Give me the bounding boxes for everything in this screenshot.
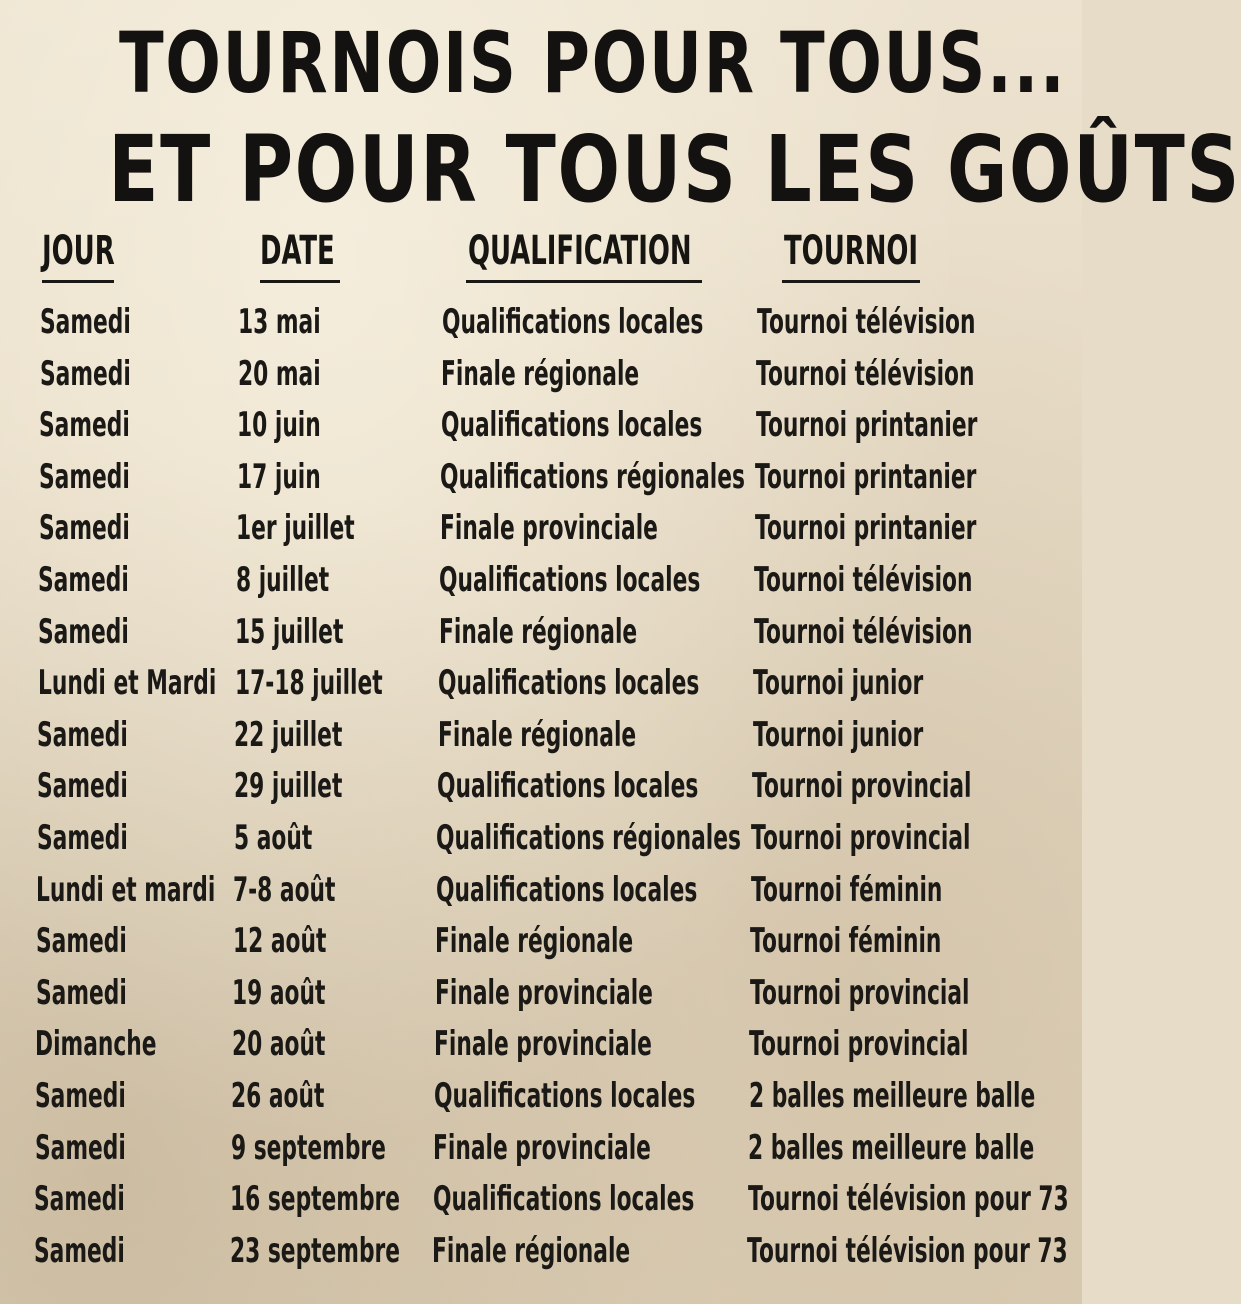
cell-date: 26 août [231, 1076, 325, 1116]
cell-tournoi: Tournoi provincial [749, 972, 970, 1013]
cell-jour: Samedi [40, 302, 131, 342]
cell-tournoi: Tournoi télévision [756, 353, 975, 394]
table-row [0, 502, 1082, 554]
table-row [0, 864, 1082, 916]
cell-tournoi: Tournoi junior [752, 714, 923, 755]
cell-tournoi: Tournoi printanier [754, 508, 977, 549]
table-row [0, 606, 1082, 658]
cell-qualification: Finale régionale [438, 611, 637, 652]
cell-qualification: Qualifications locales [432, 1179, 694, 1220]
cell-jour: Samedi [39, 405, 131, 446]
cell-tournoi: Tournoi printanier [755, 456, 977, 497]
cell-qualification: Finale régionale [435, 921, 634, 962]
cell-date: 12 août [232, 921, 327, 962]
cell-tournoi: Tournoi provincial [752, 766, 972, 807]
column-header-jour: JOUR [42, 228, 115, 274]
cell-tournoi: Tournoi télévision pour 73 [747, 1230, 1068, 1271]
cell-date: 17 juin [236, 456, 321, 497]
cell-jour: Samedi [34, 1179, 126, 1220]
cell-qualification: Finale provinciale [433, 1127, 652, 1168]
table-row [0, 967, 1082, 1019]
column-header-qualification-underline [466, 280, 702, 283]
table-row [0, 709, 1082, 761]
cell-tournoi: Tournoi provincial [751, 818, 971, 858]
cell-tournoi: Tournoi télévision [757, 302, 976, 342]
table-row [0, 1225, 1082, 1277]
cell-qualification: Finale provinciale [434, 972, 653, 1013]
cell-jour: Lundi et Mardi [37, 663, 216, 704]
cell-date: 8 juillet [235, 560, 330, 600]
table-row [0, 554, 1082, 606]
cell-jour: Samedi [34, 1127, 126, 1168]
cell-qualification: Qualifications locales [438, 663, 700, 704]
cell-date: 15 juillet [235, 611, 344, 652]
column-header-tournoi: TOURNOI [784, 228, 919, 274]
cell-jour: Samedi [38, 508, 130, 549]
cell-qualification: Finale régionale [441, 353, 640, 394]
cell-tournoi: Tournoi junior [753, 663, 924, 704]
cell-tournoi: Tournoi printanier [755, 405, 978, 446]
cell-qualification: Qualifications régionales [436, 818, 742, 858]
cell-qualification: Finale régionale [437, 714, 636, 755]
cell-tournoi: 2 balles meilleure balle [748, 1127, 1035, 1168]
table-row [0, 915, 1082, 967]
cell-qualification: Qualifications locales [440, 405, 703, 446]
cell-qualification: Finale provinciale [434, 1024, 653, 1065]
cell-tournoi: 2 balles meilleure balle [748, 1076, 1035, 1116]
table-row [0, 399, 1082, 451]
table-row [0, 1018, 1082, 1070]
cell-tournoi: Tournoi provincial [749, 1024, 969, 1065]
column-header-date-underline [260, 280, 340, 283]
cell-date: 23 septembre [230, 1230, 401, 1271]
column-header-tournoi-underline [782, 280, 920, 283]
cell-jour: Samedi [34, 1230, 125, 1271]
cell-tournoi: Tournoi télévision pour 73 [747, 1179, 1069, 1220]
cell-tournoi: Tournoi télévision [753, 611, 973, 652]
cell-tournoi: Tournoi féminin [750, 921, 942, 962]
cell-date: 19 août [232, 972, 326, 1013]
cell-date: 20 mai [237, 353, 321, 394]
cell-jour: Samedi [39, 456, 130, 497]
table-row [0, 1070, 1082, 1122]
cell-tournoi: Tournoi télévision [754, 560, 973, 600]
cell-date: 29 juillet [234, 766, 343, 807]
cell-jour: Samedi [39, 353, 131, 394]
page-title-line-2: ET POUR TOUS LES GOÛTS [108, 116, 1241, 223]
cell-jour: Samedi [35, 1076, 126, 1116]
table-row [0, 657, 1082, 709]
cell-date: 13 mai [238, 302, 321, 342]
column-header-jour-underline [42, 280, 114, 283]
cell-date: 9 septembre [230, 1127, 386, 1168]
column-header-qualification: QUALIFICATION [468, 228, 692, 274]
cell-qualification: Qualifications locales [439, 560, 701, 600]
cell-date: 17-18 juillet [234, 663, 383, 704]
cell-jour: Dimanche [35, 1024, 157, 1065]
table-row [0, 296, 1082, 348]
cell-jour: Lundi et mardi [36, 869, 216, 910]
column-header-date: DATE [260, 228, 335, 274]
table-row [0, 812, 1082, 864]
cell-jour: Samedi [35, 972, 127, 1013]
cell-qualification: Finale régionale [432, 1230, 631, 1271]
cell-qualification: Qualifications régionales [440, 456, 746, 497]
cell-date: 5 août [233, 818, 312, 858]
table-row [0, 760, 1082, 812]
cell-qualification: Qualifications locales [442, 302, 704, 342]
cell-tournoi: Tournoi féminin [750, 869, 943, 910]
table-row [0, 348, 1082, 400]
cell-date: 16 septembre [230, 1179, 401, 1220]
cell-jour: Samedi [36, 818, 128, 858]
cell-date: 7-8 août [233, 869, 336, 910]
cell-jour: Samedi [37, 714, 129, 755]
page-title-line-1: TOURNOIS POUR TOUS... [119, 14, 1067, 112]
cell-jour: Samedi [36, 921, 127, 962]
cell-qualification: Qualifications locales [437, 766, 699, 807]
table-row [0, 451, 1082, 503]
cell-jour: Samedi [38, 560, 130, 600]
cell-qualification: Finale provinciale [439, 508, 658, 549]
cell-qualification: Qualifications locales [435, 869, 698, 910]
cell-jour: Samedi [38, 611, 129, 652]
cell-date: 20 août [231, 1024, 326, 1065]
cell-date: 10 juin [237, 405, 321, 446]
cell-date: 1er juillet [236, 508, 355, 549]
table-row [0, 1173, 1082, 1225]
cell-jour: Samedi [37, 766, 128, 807]
table-row [0, 1122, 1082, 1174]
cell-date: 22 juillet [234, 714, 343, 755]
cell-qualification: Qualifications locales [433, 1076, 695, 1116]
